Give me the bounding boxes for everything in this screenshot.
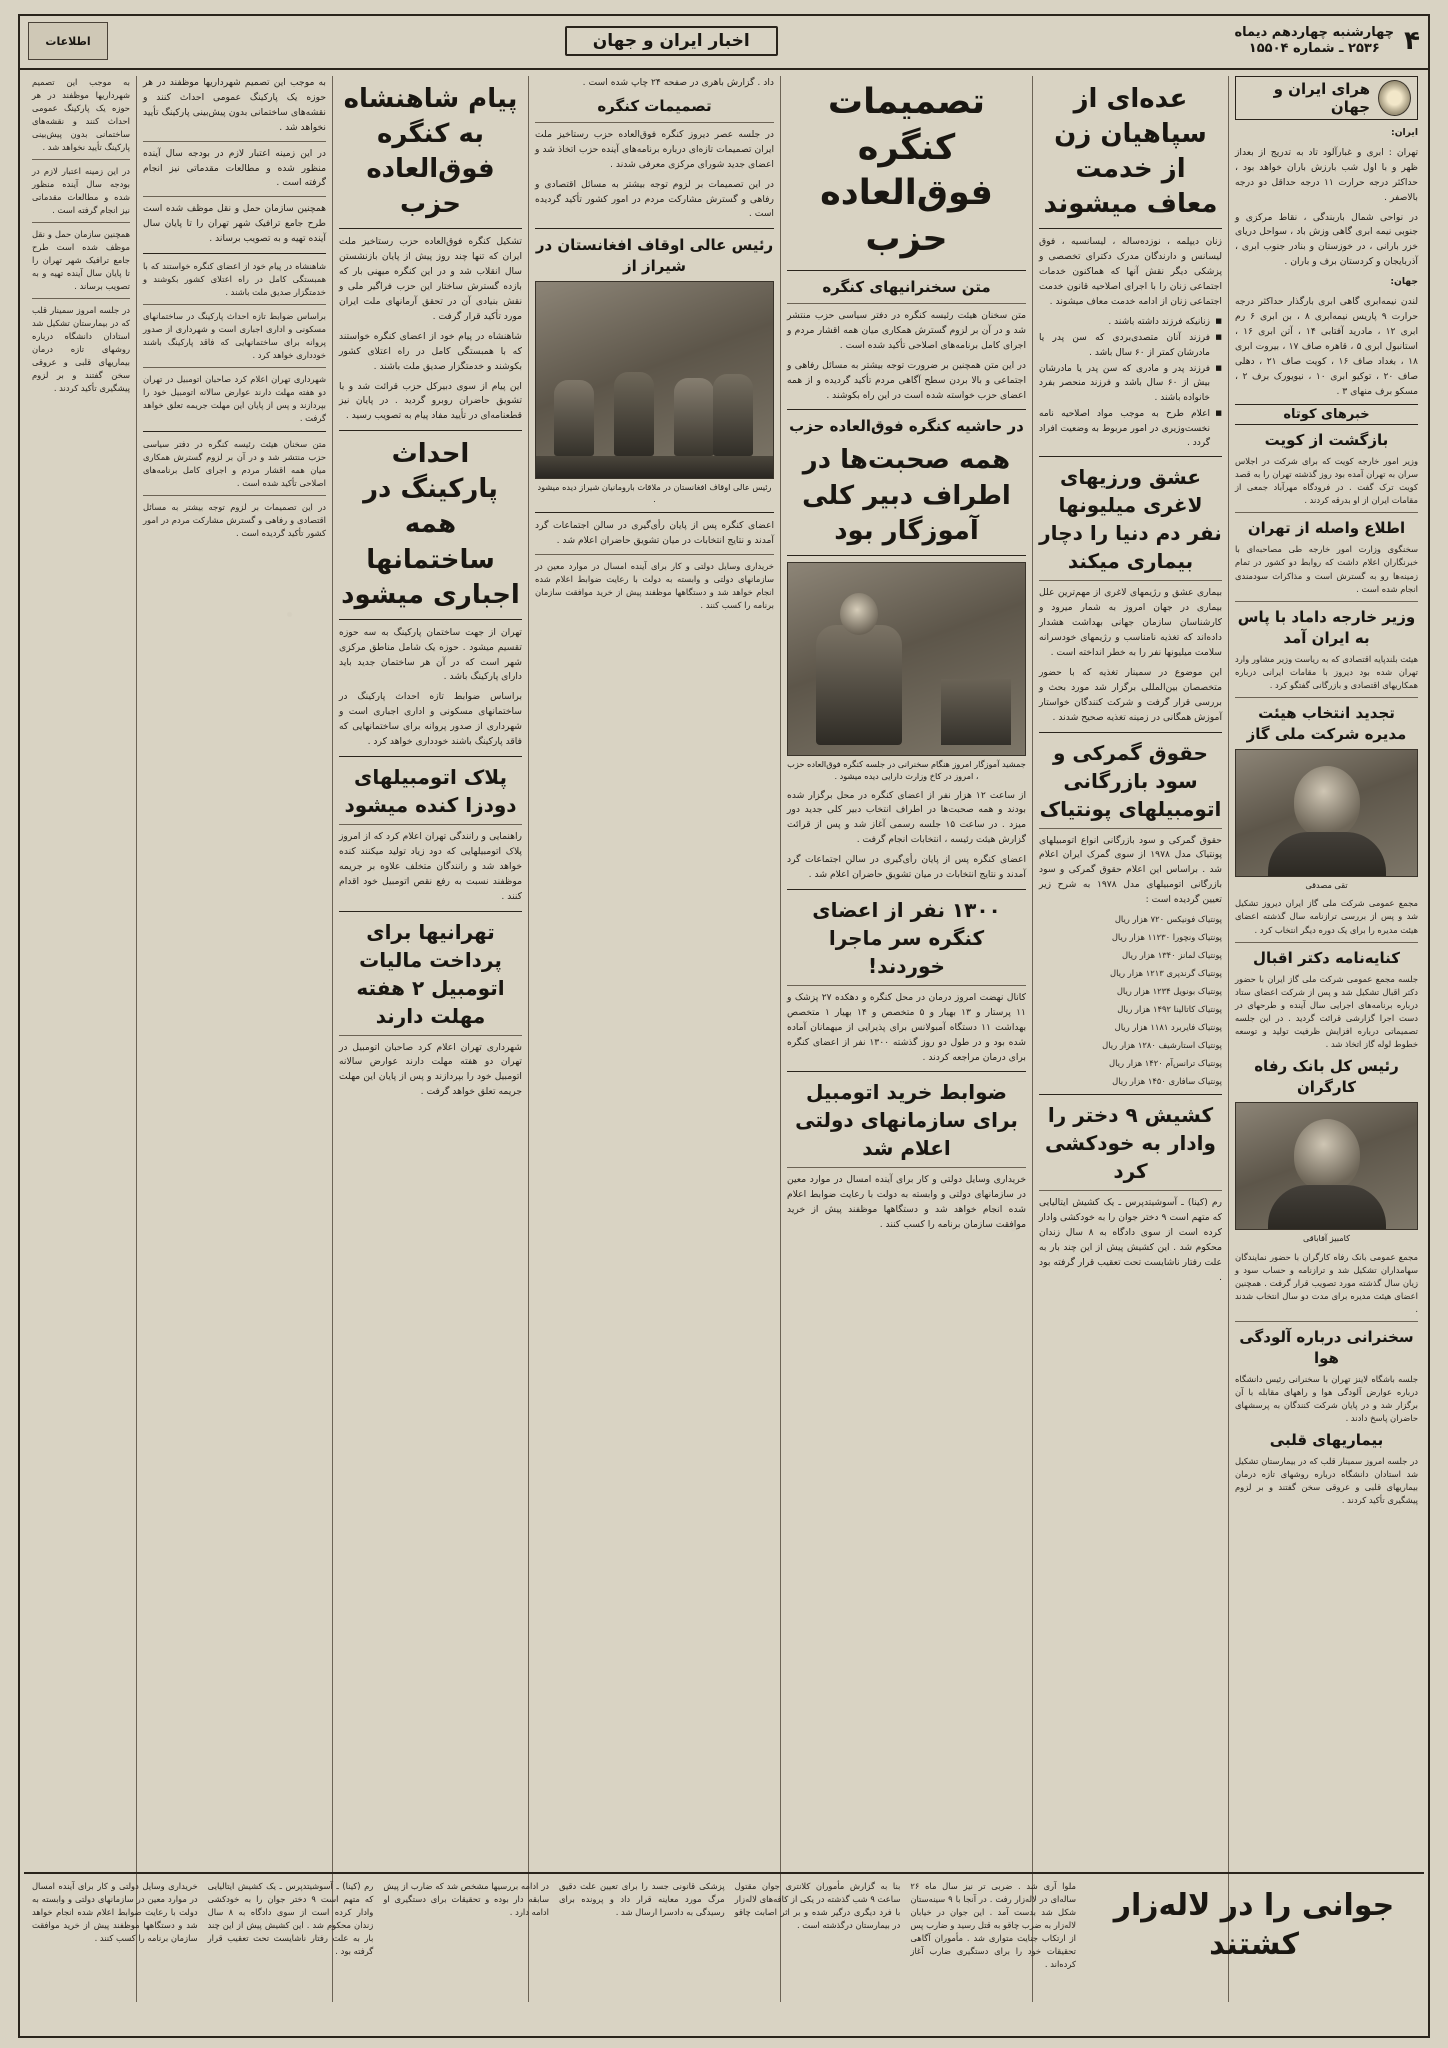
list-item: ■ اعلام طرح به موجب مواد اصلاحیه نامه نخست‌وزیری در امور مربوط به وضعیت افراد گردد . (1039, 407, 1222, 450)
brief-title-3: تجدید انتخاب هیئت مدیره شرکت ملی گاز (1246, 703, 1407, 743)
parking-text-2: براساس ضوابط تازه احداث پارکینگ در ساختمانهای مسکونی و اداری اجباری است و شهرداری از صدور پروانه برای ساختمانهایی که فاقد پارکینگ باشند خودداری خواهد کرد . (339, 691, 522, 748)
price-row-1: پونتیاک ونچورا ۱۱۲۳۰ هزار ریال (1111, 932, 1222, 943)
divider (1039, 228, 1222, 229)
treated-text: کانال نهضت امروز درمان در محل کنگره و دهکده ۲۷ پزشک و ۱۱ پرستار و ۱۳ بهیار و ۵ متخصص و ۱۴ بهیار ۱ متخصص بهداشت ۱۱ دستگاه آمبولانس برای پذیرایی از میهمانان آماده شده بود و در طول دو روز گذشته ۱۳۰۰ نفر از اعضای کنگره برای درمان مراجعه کردند . (787, 991, 1026, 1063)
price-row-6: پونتیاک فایربرد ۱۱۸۱ هزار ریال (1114, 1022, 1222, 1033)
brief-title-2: وزیر خارجه داماد با پاس به ایران آمد (1237, 607, 1416, 647)
divider (339, 619, 522, 620)
continuation-text-8: در این تصمیمات بر لزوم توجه بیشتر به مسائل اقتصادی و رفاهی و گسترش مشارکت مردم در امور کشور تأکید گردیده است . (143, 502, 326, 539)
portrait-photo-2 (1235, 1102, 1418, 1230)
divider (1039, 732, 1222, 733)
article-title-bank: رئیس کل بانک رفاه کارگران (1254, 1056, 1399, 1096)
brief-title-1: اطلاع واصله از تهران (1247, 519, 1406, 538)
bottom-text-4: در ادامه بررسیها مشخص شد که ضارب از پیش سابقه دار بوده و تحقیقات برای دستگیری او ادامه دارد . (383, 1881, 549, 1918)
column-continuations (136, 76, 332, 2002)
edge-text-1: به موجب این تصمیم شهرداریها موظفند در هر حوزه یک پارکینگ عمومی احداث کنند و نقشه‌های ساختمانی بدون پیش‌بینی پارکینگ تأیید نخواهد شد . (32, 77, 130, 153)
headline-amouzegar: همه صحبت‌ها در اطراف دبیر کلی آموزگار بود (802, 445, 1011, 546)
congress-text-2: اعضای کنگره پس از پایان رأی‌گیری در سالن اجتماعات گرد آمدند و نتایج انتخابات در میان تشویق حاضران اعلام شد . (787, 854, 1026, 881)
meeting-figure (713, 374, 753, 456)
meeting-figure (614, 372, 654, 456)
parking-text-1: تهران از جهت ساختمان پارکینگ به سه حوزه تقسیم میشود . حوزه یک شامل مناطق مرکزی شهر است که در آن هر ساختمان جدید باید دارای پارکینگ باشد . (339, 626, 522, 683)
bottom-headline: جوانی را در لاله‌زار کشتند (1113, 1888, 1395, 1962)
briefs-section-title: خبرهای کوتاه (1235, 404, 1418, 425)
masthead-issue-number: ۲۵۳۶ ـ شماره ۱۵۵۰۴ (1248, 41, 1380, 56)
divider (1039, 580, 1222, 581)
column-congress-main (780, 76, 1032, 2002)
bottom-text-1: ملوا آری شد . ضربی تر نیز سال ماه ۲۶ ساله‌ای در لاله‌زار رفت . در آنجا با ۹ سینه‌ستان شکل شد بدست آمد . این جوان در خیابان لاله‌زار به ضرب چاقو به قتل رسید و ضارب پس از ارتکاب جنایت متواری شد . مأموران آگاهی تحقیقات خود را برای دستگیری ضارب آغاز کرده‌اند . (910, 1881, 1076, 1970)
continuation-text-7: متن سخنان هیئت رئیسه کنگره در دفتر سیاسی حزب منتشر شد و در آن بر لزوم گسترش همکاری میان همه اقشار مردم و اجرای کامل برنامه‌های اصلاحی تأکید شده است . (143, 439, 326, 489)
divider (787, 409, 1026, 410)
brief-text-3: مجمع عمومی شرکت ملی گاز ایران دیروز تشکیل شد و پس از بررسی ترازنامه سال گذشته اعضای هیئت مدیره را برای یک دوره دیگر انتخاب کرد . (1235, 898, 1418, 935)
divider (339, 430, 522, 431)
congress-extra-text: اعضای کنگره پس از پایان رأی‌گیری در سالن اجتماعات گرد آمدند و نتایج انتخابات در میان تشویق حاضران اعلام شد . (535, 520, 774, 547)
divider (143, 431, 326, 432)
column-royal-message (332, 76, 528, 2002)
portrait-caption-1: تقی مصدقی (1305, 879, 1348, 890)
car-tax-text: شهرداری تهران اعلام کرد صاحبان اتومبیل در تهران دو هفته مهلت دارند عوارض سالانه اتومبیل خود را بپردازند و پس از پایان این مهلت جریمه تعلق خواهد گرفت . (339, 1041, 522, 1098)
masthead (18, 14, 1430, 70)
list-item: ■ فرزند پدر و مادری که سن پدر یا مادرشان بیش از ۶۰ سال باشد و فرزند منحصر بفرد خانواده باشند . (1039, 362, 1222, 405)
women-exempt-list (1039, 315, 1222, 451)
bottom-strip (24, 1872, 1424, 2030)
divider (339, 824, 522, 825)
divider (1235, 512, 1418, 513)
divider (1235, 1321, 1418, 1322)
article-text-bank: مجمع عمومی بانک رفاه کارگران با حضور نمایندگان سهامداران تشکیل شد و ترازنامه و حساب سود و زیان سال گذشته مورد تصویب قرار گرفت . همچنین اعضای هیئت مدیره برای مدت دو سال انتخاب شدند . (1235, 1251, 1418, 1314)
divider (787, 270, 1026, 271)
divider (143, 495, 326, 496)
divider (339, 911, 522, 912)
divider (1039, 828, 1222, 829)
meeting-photo (535, 281, 774, 479)
royal-text-2: شاهنشاه در پیام خود از اعضای کنگره خواستند که با همبستگی کامل در راه اعتلای کشور بکوشند و خدمتگزار صدیق ملت باشند . (339, 330, 522, 372)
weather-title: هرای ایران و جهان (1273, 80, 1371, 116)
divider (143, 141, 326, 142)
bottom-headline-block (1084, 1880, 1424, 2030)
article-text-eqbal: جلسه مجمع عمومی شرکت ملی گاز ایران با حضور دکتر اقبال تشکیل شد و پس از شرکت اعضای ستاد درباره برنامه‌های اجرایی سال آینده و طرحهای در دست اجرا گزارشی قرائت گردید . در این جلسه تصمیماتی درباره افزایش ظرفیت تولید و توسعه خطوط لوله گاز اتخاذ شد . (1235, 973, 1418, 1049)
royal-text-1: تشکیل کنگره فوق‌العاده حزب رستاخیز ملت ایران که تنها چند روز پیش از پایان بازنشستن سال انقلاب شد و در این کنگره میهنی بار که بازده گسترش ساختار این حزب فراگیر ملی و نقش بنیادی آن در تحقق آرمانهای ملت ایران مورد تأکید قرار گرفت . (339, 236, 522, 322)
brief-text-0: وزیر امور خارجه کویت که برای شرکت در اجلاس سران به تهران آمده بود روز گذشته تهران را به قصد کویت ترک گفت . در فرودگاه مهرآباد جمعی از مقامات ایران از او بدرقه کردند . (1235, 456, 1418, 506)
article-text-pollution: جلسه باشگاه لاینز تهران با سخنرانی رئیس دانشگاه درباره عوارض آلودگی هوا و راههای مقابله با آن برگزار شد و در پایان شرکت کنندگان به پرسشهای حاضران پاسخ دادند . (1235, 1373, 1418, 1423)
subhead-decisions: تصمیمات کنگره (597, 96, 712, 115)
speeches-text-2: در این متن همچنین بر ضرورت توجه بیشتر به مسائل رفاهی و اجتماعی و بالا بردن سطح آگاهی مردم تأکید گردیده و از همه اعضای حزب خواسته شده است در این راه بکوشند . (787, 359, 1026, 401)
divider (535, 512, 774, 513)
headline-priest-suicide: کشیش ۹ دختر را وادار به خودکشی کرد (1045, 1103, 1216, 1184)
divider (339, 1035, 522, 1036)
speaker-photo-caption: جمشید آموزگار امروز هنگام سخنرانی در جلسه کنگره فوق‌العاده حزب ، امروز در کاخ وزارت دارایی دیده میشود . (787, 758, 1026, 781)
weather-world-text: لندن نیمه‌ابری گاهی ابری بارگذار حداکثر درجه حرارت ۹ پاریس نیمه‌ابری ۸ ، بن ابری ۶ رم ابری ۱۲ ، مادرید آفتابی ۱۴ ، آتن ابری ۱۶ ، استانبول ابری ۵ ، قاهره صاف ۱۷ ، بیروت ابری ۱۸ ، بغداد صاف ۱۶ ، کویت صاف ۲۱ ، دهلی صاف ۲۰ ، توکیو ابری ۱۰ ، نیویورک برف ۲ ، مسکو برف منهای ۳ . (1235, 296, 1419, 397)
bottom-text-2: بنا به گزارش مأموران کلانتری جوان مقتول ساعت ۹ شب گذشته در یکی از کافه‌های لاله‌زار با فرد دیگری درگیر شده و بر اثر اصابت چاقو در بیمارستان درگذشته است . (734, 1881, 901, 1931)
speeches-text-1: متن سخنان هیئت رئیسه کنگره در دفتر سیاسی حزب منتشر شد و در آن بر لزوم گسترش همکاری میان همه اقشار مردم و اجرای کامل برنامه‌های اصلاحی تأکید شده است . (787, 310, 1026, 351)
decisions-text-1: در جلسه عصر دیروز کنگره فوق‌العاده حزب رستاخیز ملت ایران تصمیمات تازه‌ای درباره برنامه‌های آینده حزب اتخاذ شد و اعضای جدید شورای مرکزی معرفی شدند . (535, 128, 774, 170)
diet-text-2: این موضوع در سمینار تغذیه که با حضور متخصصان بین‌المللی برگزار شد مورد بحث و بررسی قرار گرفت و شرکت کنندگان خواستار آموزش همگانی در زمینه تغذیه صحیح شدند . (1039, 666, 1222, 723)
car-rules-extra: خریداری وسایل دولتی و کار برای آینده امسال در موارد معین در سازمانهای دولتی و وابسته به دولت با رعایت ضوابط اعلام شده انجام خواهد شد و دستگاهها موظفند پیش از خرید موافقت سازمان برنامه را کسب کنند . (535, 560, 774, 610)
speaker-photo (787, 562, 1026, 756)
article-title-eqbal: کنایه‌نامه دکتر اقبال (1253, 948, 1400, 967)
divider (535, 554, 774, 555)
continuation-text-2: در این زمینه اعتبار لازم در بودجه سال آینده منظور شده و مطالعات مقدماتی نیز انجام گرفته است . (143, 147, 326, 189)
divider (1039, 456, 1222, 457)
column-congress-secondary (528, 76, 780, 2002)
portrait-body (1268, 1185, 1386, 1229)
continuation-text-4: شاهنشاه در پیام خود از اعضای کنگره خواستند که با همبستگی کامل در راه اعتلای کشور بکوشند و خدمتگزار صدیق ملت باشند . (143, 261, 326, 298)
weather-iran-text1: تهران : ابری و غبارآلود تاد به تدریج از بعداز ظهر و با اول شب بارزش باران خواهد بود ، حداکثر درجه حرارت ۱۱ درجه حداقل دو درجه بالاصفر . (1235, 146, 1418, 203)
divider (1235, 697, 1418, 698)
bottom-text-6: خریداری وسایل دولتی و کار برای آینده امسال در موارد معین در سازمانهای دولتی و وابسته به دولت با رعایت ضوابط اعلام شده انجام خواهد شد و دستگاهها موظفند پیش از خرید موافقت سازمان برنامه را کسب کنند . (31, 1881, 198, 1944)
meeting-figure (674, 378, 714, 456)
headline-afghan-awqaf: رئیس عالی اوقاف افغانستان در شیراز از (535, 236, 774, 276)
weather-iran-text2: در نواحی شمال باربندگی ، نقاط مرکزی و جنوبی نیمه ابری گاهی وزش باد ، سواحل دریای خزر بارانی ، در خوزستان و بنادر جنوب ابری ، آذربایجان و کردستان برف و باران . (1235, 211, 1418, 268)
main-headline-congress: تصمیمات کنگره فوق‌العاده حزب (820, 82, 993, 259)
car-rules-text: خریداری وسایل دولتی و کار برای آینده امسال در موارد معین در سازمانهای دولتی و وابسته به دولت با رعایت ضوابط اعلام شده انجام خواهد شد و دستگاهها موظفند پیش از خرید موافقت سازمان برنامه را کسب کنند . (787, 1174, 1026, 1231)
headline-royal-message: پیام شاهنشاه به کنگره فوق‌العاده حزب (343, 84, 518, 220)
headline-pontiac-duties: حقوق گمرکی و سود بازرگانی اتومبیلهای پونتیاک (1039, 740, 1222, 821)
headline-car-tax: تهرانیها برای پرداخت مالیات اتومبیل ۲ هفته مهلت دارند (356, 919, 505, 1028)
portrait-body (1268, 832, 1386, 876)
divider (787, 1071, 1026, 1072)
speaker-head (840, 593, 878, 635)
headline-1300-treated: ۱۳۰۰ نفر از اعضای کنگره سر ماجرا خوردند! (812, 897, 1001, 978)
portrait-face (1294, 766, 1360, 838)
article-title-pollution: سخنرانی درباره آلودگی هوا (1239, 1327, 1414, 1367)
content-grid (18, 70, 1430, 2002)
kicker-congress-margin: در حاشیه کنگره فوق‌العاده حزب (789, 417, 1024, 436)
headline-diet-illness: عشق ورزیهای لاغری میلیونها نفر دم دنیا را دچار بیماری میکند (1039, 465, 1222, 574)
continuation-text-6: شهرداری تهران اعلام کرد صاحبان اتومبیل در تهران دو هفته مهلت دارند عوارض سالانه اتومبیل خود را بپردازند و پس از پایان این مهلت جریمه تعلق خواهد گرفت . (143, 374, 326, 424)
brief-text-2: هیئت بلندپایه اقتصادی که به ریاست وزیر مشاور وارد تهران شده بود دیروز با مقامات ایرانی درباره همکاریهای اقتصادی و بازرگانی گفتگو کرد . (1235, 653, 1418, 690)
pontiac-text: حقوق گمرکی و سود بازرگانی انواع اتومبیلهای پونتیاک مدل ۱۹۷۸ از سوی گمرک ایران اعلام شد . براساس این اعلام حقوق گمرکی و سود بازرگانی اتومبیلهای مدل ۱۹۷۸ به شرح زیر تعیین گردیده است : (1039, 834, 1223, 906)
portrait-face (1294, 1119, 1360, 1191)
divider (787, 303, 1026, 304)
divider (1039, 1190, 1222, 1191)
page-number: ۴ (1404, 25, 1420, 56)
price-row-4: پونتیاک بونویل ۱۲۳۴ هزار ریال (1116, 986, 1222, 997)
article-title-heart: بیماریهای قلبی (1269, 1430, 1384, 1449)
divider (535, 228, 774, 229)
headline-car-rules: ضوابط خرید اتومبیل برای سازمانهای دولتی اعلام شد (795, 1080, 1018, 1161)
price-row-2: پونتیاک لمانز ۱۳۴۰ هزار ریال (1121, 950, 1222, 961)
priest-text: رم (کینا) ـ آسوشیتدپرس ـ یک کشیش ایتالیایی که متهم است ۹ دختر جوان را به خودکشی وادار کرده است از سوی دادگاه به ۸ سال زندان محکوم شد . این کشیش پیش از این چند بار به علت رفتار ناشایست تحت تعقیب قرار گرفته بود . (1039, 1197, 1222, 1283)
brief-title-0: بازگشت از کویت (1264, 431, 1389, 450)
decisions-text-2: در این تصمیمات بر لزوم توجه بیشتر به مسائل اقتصادی و رفاهی و گسترش مشارکت مردم در امور کشور تأکید گردیده است . (535, 178, 774, 220)
edge-text-4: در جلسه امروز سمینار قلب که در بیمارستان تشکیل شد استادان دانشگاه درباره روشهای تازه درمان بیماریهای قلبی و عروقی سخن گفتند و بر لزوم پیشگیری تأکید کردند . (32, 305, 130, 394)
masthead-date-block (1234, 25, 1420, 58)
divider (339, 756, 522, 757)
weather-iran-label: ایران: (1391, 127, 1418, 138)
masthead-section-title: اخبار ایران و جهان (565, 26, 778, 56)
divider (32, 159, 130, 160)
divider (787, 889, 1026, 890)
edge-text-3: همچنین سازمان حمل و نقل موظف شده است طرح جامع ترافیک شهر تهران را تا پایان سال آینده تهیه و به تصویب برساند . (32, 229, 130, 292)
royal-text-3: این پیام از سوی دبیرکل حزب قرائت شد و با تشویق حاضران روبرو گردید . در پایان نیز قطعنامه‌ای در تأیید مفاد پیام به تصویب رسید . (339, 380, 522, 422)
continuation-text-1: به موجب این تصمیم شهرداریها موظفند در هر حوزه یک پارکینگ عمومی احداث کنند و نقشه‌های ساختمانی بدون پیش‌بینی پارکینگ تأیید نخواهد شد . (143, 77, 326, 133)
newspaper-logo: اطلاعات (28, 22, 108, 60)
list-item: ■ زنانیکه فرزند داشته باشند . (1039, 315, 1222, 329)
weather-world-label: جهان: (1390, 276, 1418, 288)
edge-text-2: در این زمینه اعتبار لازم در بودجه سال آینده منظور شده و مطالعات مقدماتی نیز انجام گرفته است . (32, 166, 130, 216)
divider (143, 367, 326, 368)
bottom-text-5: رم (کینا) ـ آسوشیتدپرس ـ یک کشیش ایتالیایی که متهم است ۹ دختر جوان را به خودکشی وادار کرده است از سوی دادگاه به ۸ سال زندان محکوم شد . این کشیش پیش از این چند بار به علت رفتار ناشایست تحت تعقیب قرار گرفته بود . (207, 1881, 374, 1957)
bottom-text-3: پزشکی قانونی جسد را برای تعیین علت دقیق مرگ مورد معاینه قرار داد و پرونده برای رسیدگی به دادسرا ارسال شد . (558, 1881, 725, 1918)
column-weather-briefs (1228, 76, 1424, 2002)
continuation-text-3: همچنین سازمان حمل و نقل موظف شده است طرح جامع ترافیک شهر تهران را تا پایان سال آینده تهیه و به تصویب برساند . (143, 203, 326, 245)
list-item: ■ فرزند آنان متصدی‌بردی که سن پدر یا مادرشان کمتر از ۶۰ سال باشد . (1039, 331, 1222, 360)
headline-parking: احداث پارکینگ در همه ساختمانها اجباری میشود (341, 439, 520, 610)
divider (1235, 601, 1418, 602)
continuation-text-5: براساس ضوابط تازه احداث پارکینگ در ساختمانهای مسکونی و اداری اجباری است و شهرداری از صدور پروانه برای ساختمانهایی که فاقد پارکینگ باشند خودداری خواهد کرد . (143, 311, 326, 361)
price-row-9: پونتیاک سافاری ۱۴۵۰ هزار ریال (1112, 1076, 1222, 1087)
subhead-speeches: متن سخنرانیهای کنگره (822, 278, 991, 296)
divider (143, 253, 326, 254)
weather-header (1235, 76, 1418, 120)
divider (143, 304, 326, 305)
price-row-5: پونتیاک کاتالینا ۱۴۹۲ هزار ریال (1117, 1004, 1222, 1015)
diet-text-1: بیماری عشق و رژیمهای لاغری از مهم‌ترین علل بیماری در جهان امروز به شمار میرود و کارشناسان سازمان جهانی بهداشت هشدار داده‌اند که تغذیه نامناسب و رژیمهای خودسرانه سلامت میلیونها نفر را به خطر انداخته است . (1039, 587, 1222, 659)
divider (32, 222, 130, 223)
podium (941, 679, 1011, 745)
column-left-edge (26, 76, 136, 2002)
price-row-8: پونتیاک ترانس‌آم ۱۴۲۰ هزار ریال (1109, 1058, 1222, 1069)
price-row-7: پونتیاک استارشیف ۱۲۸۰ هزار ریال (1102, 1040, 1222, 1051)
sun-icon (1378, 80, 1411, 116)
divider (339, 228, 522, 229)
portrait-photo-1 (1235, 749, 1418, 877)
headline-smoky-cars: پلاک اتومبیلهای دودزا کنده میشود (344, 764, 517, 817)
article-text-heart: در جلسه امروز سمینار قلب که در بیمارستان تشکیل شد استادان دانشگاه درباره روشهای تازه درمان بیماریهای قلبی و عروقی سخن گفتند و بر لزوم پیشگیری تأکید کردند . (1235, 1455, 1418, 1505)
portrait-caption-2: کامبیز آقاباقی (1302, 1232, 1351, 1243)
divider (143, 196, 326, 197)
price-row-3: پونتیاک گرندپری ۱۲۱۳ هزار ریال (1109, 968, 1222, 979)
divider (787, 555, 1026, 556)
congress-text-1: از ساعت ۱۲ هزار نفر از اعضای کنگره در محل برگزار شده بودند و همه صحبت‌ها در اطراف انتخاب دبیر کلی جدید دور میزد . در ساعت ۱۵ جلسه رسمی آغاز شد و پس از قرائت گزارش هیئت رئیسه ، انتخابات انجام گرفت . (787, 789, 1026, 846)
divider (32, 298, 130, 299)
divider (1235, 942, 1418, 943)
price-row-0: پونتیاک فونیکس ۷۲۰ هزار ریال (1114, 914, 1222, 925)
congress-lead-note: داد . گزارش باهری در صفحه ۲۴ چاپ شده است . (582, 77, 774, 88)
meeting-floor (536, 456, 773, 478)
women-exempt-text: زنان دیپلمه ، نوزده‌ساله ، لیسانسیه ، فوق لیسانس و دارندگان مدرک دکترای تخصصی و پزشکی دیگر نقش آنها که هماکنون خدمات اجتماعی زنان را با اجرای اصلاحیه قانون خدمت اجتماعی زنان از ادامه خدمت معاف میشوند . (1039, 236, 1222, 307)
column-soldiers-women (1032, 76, 1228, 2002)
divider (535, 122, 774, 123)
bottom-text-block (24, 1880, 1084, 2030)
divider (787, 985, 1026, 986)
headline-women-exempt: عده‌ای از سپاهیان زن از خدمت معاف میشوند (1043, 84, 1218, 220)
masthead-date-line1: چهارشنبه چهاردهم دیماه (1234, 24, 1395, 40)
meeting-photo-caption: رئیس عالی اوقاف افغانستان در ملاقات بارومانیان شیراز دیده میشود . (537, 482, 772, 505)
smoky-cars-text: راهنمایی و رانندگی تهران اعلام کرد که از امروز پلاک اتومبیلهایی که دود زیاد تولید میکنند کنده خواهد شد و رانندگان متخلف علاوه بر جریمه موظفند نسبت به رفع نقص اتومبیل خود اقدام کنند . (339, 830, 522, 902)
brief-text-1: سخنگوی وزارت امور خارجه طی مصاحبه‌ای با خبرنگاران اعلام داشت که روابط دو کشور در تمام زمینه‌ها رو به گسترش است و مذاکرات سودمندی انجام شده است . (1235, 544, 1418, 594)
meeting-figure (554, 380, 594, 456)
speaker-figure (816, 625, 902, 745)
divider (1039, 1094, 1222, 1095)
divider (787, 1167, 1026, 1168)
